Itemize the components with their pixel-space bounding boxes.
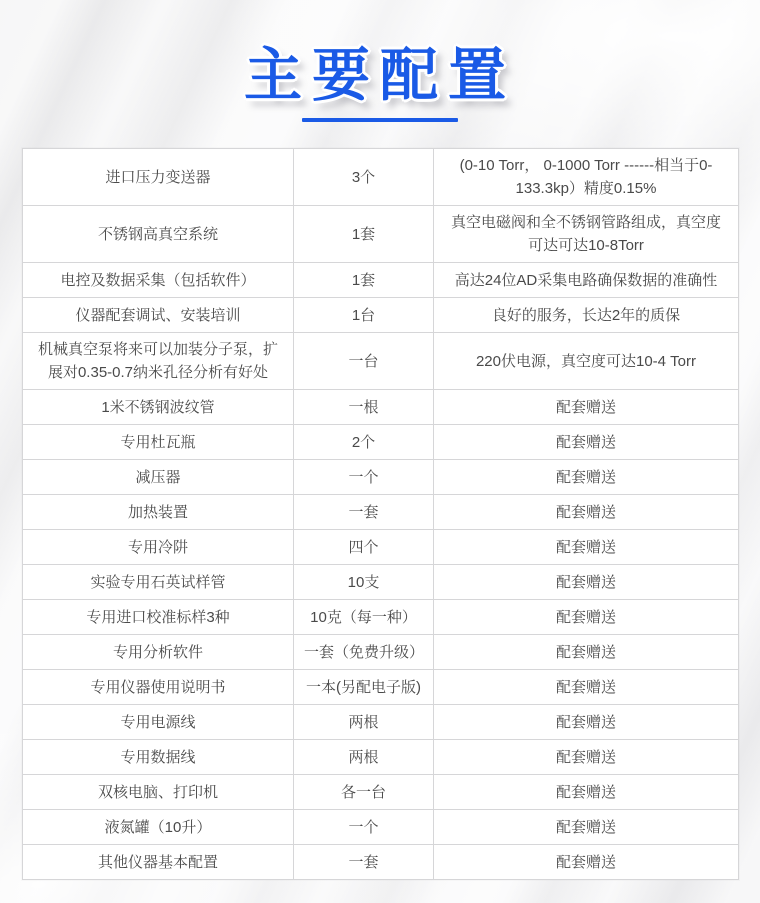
quantity-cell: 一根 bbox=[294, 390, 434, 425]
table-row bbox=[23, 149, 739, 206]
item-name-cell: 进口压力变送器 bbox=[23, 149, 294, 206]
table-row bbox=[23, 495, 739, 530]
quantity-cell: 两根 bbox=[294, 740, 434, 775]
table-row bbox=[23, 705, 739, 740]
table-row bbox=[23, 845, 739, 880]
description-cell: 配套赠送 bbox=[434, 740, 739, 775]
description-cell: 配套赠送 bbox=[434, 635, 739, 670]
quantity-cell: 3个 bbox=[294, 149, 434, 206]
page-title: 主要配置 bbox=[243, 41, 516, 109]
item-name-cell: 专用杜瓦瓶 bbox=[23, 425, 294, 460]
item-name-cell: 其他仪器基本配置 bbox=[23, 845, 294, 880]
table-row bbox=[23, 775, 739, 810]
quantity-cell: 10克（每一种） bbox=[294, 600, 434, 635]
description-cell: 配套赠送 bbox=[434, 810, 739, 845]
quantity-cell: 一套（免费升级） bbox=[294, 635, 434, 670]
item-name-cell: 1米不锈钢波纹管 bbox=[23, 390, 294, 425]
item-name-cell: 不锈钢高真空系统 bbox=[23, 206, 294, 263]
description-cell: 配套赠送 bbox=[434, 845, 739, 880]
description-cell: 配套赠送 bbox=[434, 425, 739, 460]
table-row bbox=[23, 670, 739, 705]
item-name-cell: 减压器 bbox=[23, 460, 294, 495]
item-name-cell: 机械真空泵将来可以加装分子泵，扩展对0.35-0.7纳米孔径分析有好处 bbox=[23, 333, 294, 390]
config-table bbox=[22, 148, 739, 880]
title-underline bbox=[302, 118, 458, 122]
item-name-cell: 加热装置 bbox=[23, 495, 294, 530]
description-cell: 220伏电源，真空度可达10-4 Torr bbox=[434, 333, 739, 390]
config-table-body bbox=[23, 149, 739, 880]
quantity-cell: 2个 bbox=[294, 425, 434, 460]
table-row bbox=[23, 206, 739, 263]
table-row bbox=[23, 333, 739, 390]
quantity-cell: 两根 bbox=[294, 705, 434, 740]
quantity-cell: 一台 bbox=[294, 333, 434, 390]
quantity-cell: 一本(另配电子版) bbox=[294, 670, 434, 705]
description-cell: 配套赠送 bbox=[434, 775, 739, 810]
item-name-cell: 专用分析软件 bbox=[23, 635, 294, 670]
description-cell: 配套赠送 bbox=[434, 565, 739, 600]
quantity-cell: 10支 bbox=[294, 565, 434, 600]
quantity-cell: 一个 bbox=[294, 810, 434, 845]
description-cell: 良好的服务，长达2年的质保 bbox=[434, 298, 739, 333]
table-row bbox=[23, 810, 739, 845]
item-name-cell: 专用数据线 bbox=[23, 740, 294, 775]
table-row bbox=[23, 460, 739, 495]
quantity-cell: 1套 bbox=[294, 206, 434, 263]
page-header bbox=[0, 28, 760, 122]
item-name-cell: 专用电源线 bbox=[23, 705, 294, 740]
item-name-cell: 实验专用石英试样管 bbox=[23, 565, 294, 600]
table-row bbox=[23, 635, 739, 670]
description-cell: 配套赠送 bbox=[434, 530, 739, 565]
item-name-cell: 专用冷阱 bbox=[23, 530, 294, 565]
item-name-cell: 专用仪器使用说明书 bbox=[23, 670, 294, 705]
quantity-cell: 四个 bbox=[294, 530, 434, 565]
table-row bbox=[23, 425, 739, 460]
quantity-cell: 一套 bbox=[294, 495, 434, 530]
item-name-cell: 液氮罐（10升） bbox=[23, 810, 294, 845]
item-name-cell: 专用进口校准标样3种 bbox=[23, 600, 294, 635]
description-cell: 配套赠送 bbox=[434, 600, 739, 635]
item-name-cell: 双核电脑、打印机 bbox=[23, 775, 294, 810]
table-row bbox=[23, 390, 739, 425]
quantity-cell: 一套 bbox=[294, 845, 434, 880]
table-row bbox=[23, 298, 739, 333]
quantity-cell: 1套 bbox=[294, 263, 434, 298]
description-cell: 配套赠送 bbox=[434, 495, 739, 530]
description-cell: 配套赠送 bbox=[434, 670, 739, 705]
table-row bbox=[23, 600, 739, 635]
description-cell: 真空电磁阀和全不锈钢管路组成，真空度可达可达10-8Torr bbox=[434, 206, 739, 263]
description-cell: 配套赠送 bbox=[434, 705, 739, 740]
description-cell: (0-10 Torr， 0-1000 Torr ------相当于0-133.3kp）精度0.15% bbox=[434, 149, 739, 206]
description-cell: 高达24位AD采集电路确保数据的准确性 bbox=[434, 263, 739, 298]
table-row bbox=[23, 530, 739, 565]
table-row bbox=[23, 740, 739, 775]
item-name-cell: 仪器配套调试、安装培训 bbox=[23, 298, 294, 333]
quantity-cell: 一个 bbox=[294, 460, 434, 495]
item-name-cell: 电控及数据采集（包括软件） bbox=[23, 263, 294, 298]
table-row bbox=[23, 565, 739, 600]
description-cell: 配套赠送 bbox=[434, 460, 739, 495]
quantity-cell: 1台 bbox=[294, 298, 434, 333]
table-row bbox=[23, 263, 739, 298]
quantity-cell: 各一台 bbox=[294, 775, 434, 810]
description-cell: 配套赠送 bbox=[434, 390, 739, 425]
